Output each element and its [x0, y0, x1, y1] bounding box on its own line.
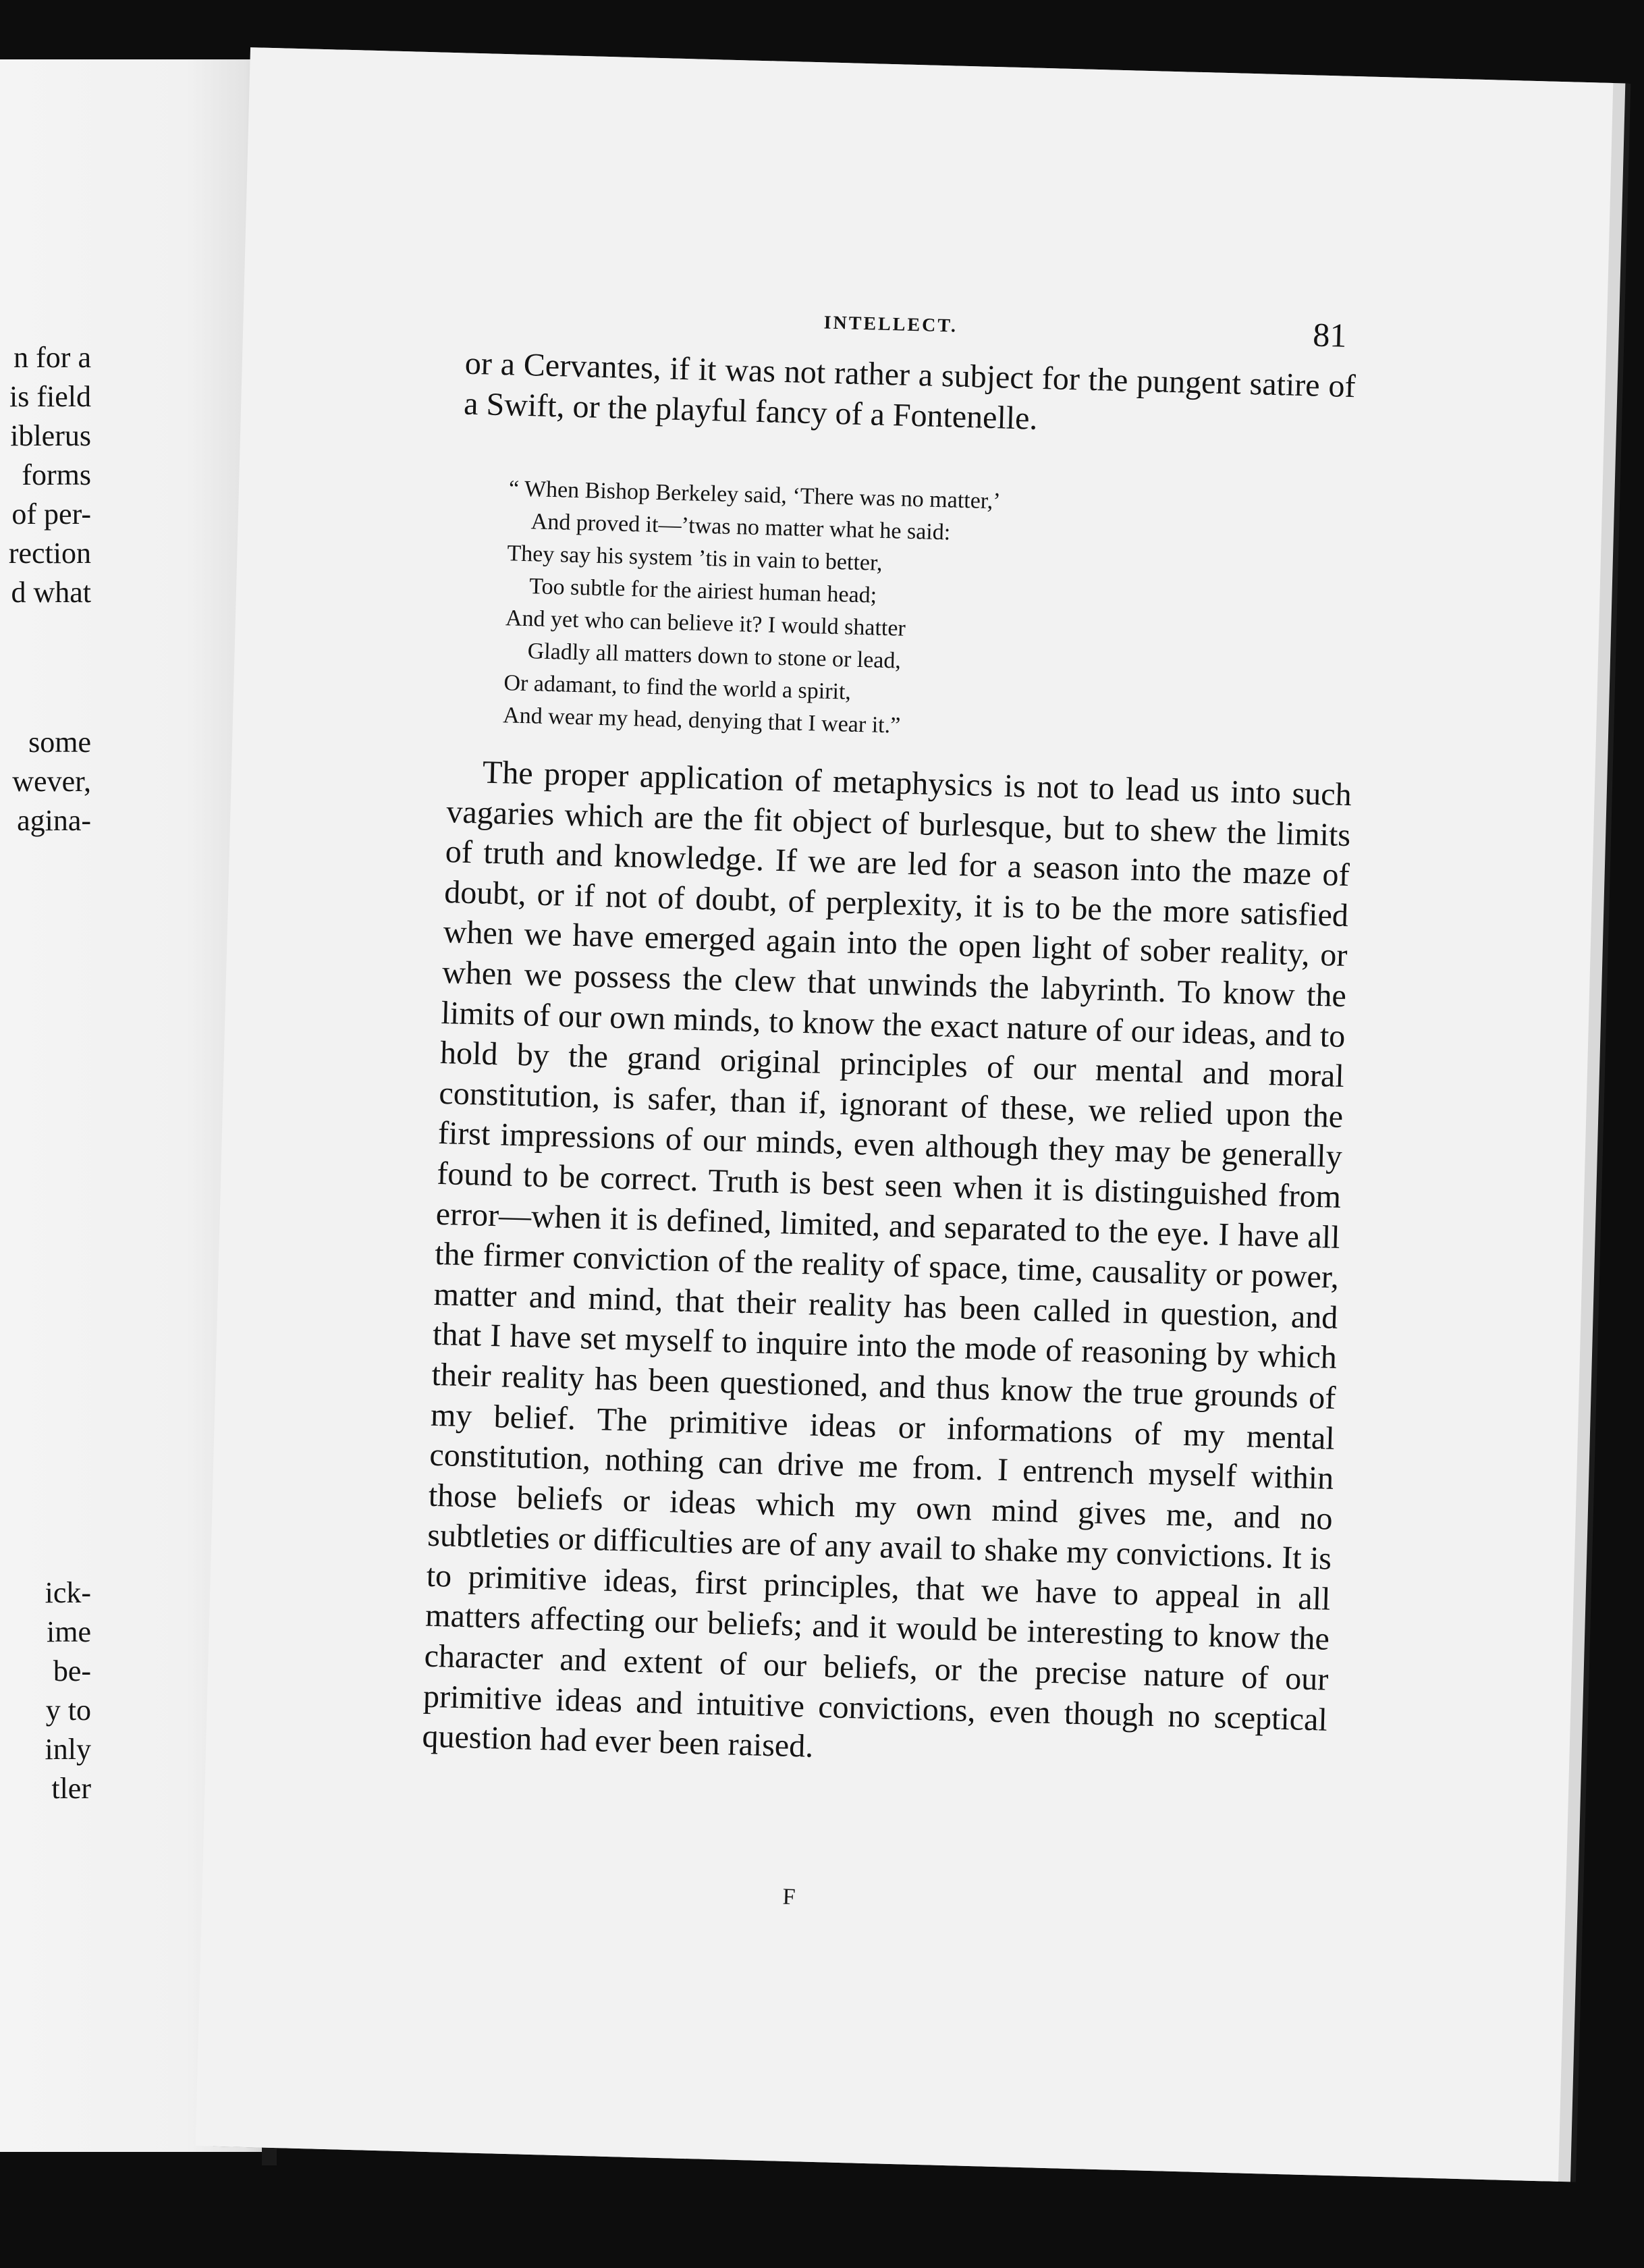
left-page-fragment: d what — [11, 576, 91, 609]
left-page-fragment: tler — [51, 1772, 91, 1805]
verse-line: “ When Bishop Berkeley said, ‘There was no matter,’ — [508, 476, 1002, 514]
left-page-fragment: ick- — [45, 1576, 91, 1609]
carry-over-paragraph: or a Cervantes, if it was not rather a subject for the pungent satire of a Swift, or the playful fancy of a Fontenelle. — [463, 345, 1357, 437]
verse-line: And proved it—’twas no matter what he said: — [530, 509, 951, 545]
left-page-fragment: inly — [45, 1733, 91, 1766]
left-page-fragment: is field — [9, 380, 91, 413]
verse-quotation — [503, 473, 1184, 749]
running-head: INTELLECT. — [823, 312, 958, 337]
verse-line: And wear my head, denying that I wear it.” — [502, 703, 901, 738]
body-paragraph: The proper application of metaphysics is not to lead us into such vagaries which are the fit object of burlesque, but to shew the limits of truth and knowledge. If we are led for a season into the maze of doubt, or if not of doubt, of perplexity, it is to be the more satisfied when we have emerged again into the open light of sober reality, or when we possess the clew that unwinds the labyrinth. To know the limits of our own minds, to know the exact nature of our ideas, and to hold by the grand original principles of our mental and moral constitution, is safer, than if, ignorant of these, we relied upon the first impressions of our minds, even although they may be generally found to be correct. Truth is best seen when it is distinguished from error—when it is defined, limited, and separated to the eye. I have all the firmer conviction of the reality of space, time, causality or power, matter and mind, that their reality has been called in question, and that I have set myself to inquire into the mode of reasoning by which their reality has been questioned, and thus know the true grounds of my belief. The primitive ideas or informations of my mental constitution, nothing can drive me from. I entrench myself within those beliefs or ideas which my own mind gives me, and no subtleties or difficulties are of any avail to shake my convictions. It is to primitive ideas, first principles, that we have to appeal in all matters affecting our beliefs; and it would be interesting to know the character and extent of our beliefs, or the precise nature of our primitive ideas and intuitive convictions, even though no sceptical question had ever been raised. — [421, 754, 1352, 1765]
left-page-fragment: ime — [47, 1615, 91, 1648]
verse-line: And yet who can believe it? I would shatter — [505, 605, 906, 641]
left-page-fragment: of per- — [11, 497, 91, 531]
verse-line: Too subtle for the airiest human head; — [528, 574, 877, 608]
left-page-fragment: some — [28, 726, 91, 759]
page-number: 81 — [1312, 315, 1348, 354]
left-page-fragment: iblerus — [10, 419, 91, 452]
left-page-fragment: rection — [8, 537, 91, 570]
verse-line: Gladly all matters down to stone or lead, — [527, 639, 902, 674]
left-page-fragment: be- — [53, 1654, 91, 1688]
left-page-fragment: forms — [22, 458, 91, 491]
verse-line: They say his system ’tis in vain to better, — [507, 541, 883, 576]
left-page-fragment: n for a — [13, 341, 91, 374]
signature-mark: F — [782, 1884, 796, 1910]
left-page-fragment: agina- — [17, 804, 91, 837]
left-page-fragment: wever, — [12, 765, 91, 798]
left-page-fragment: y to — [45, 1694, 91, 1727]
verse-line: Or adamant, to find the world a spirit, — [503, 670, 852, 705]
book-page — [196, 47, 1614, 2182]
